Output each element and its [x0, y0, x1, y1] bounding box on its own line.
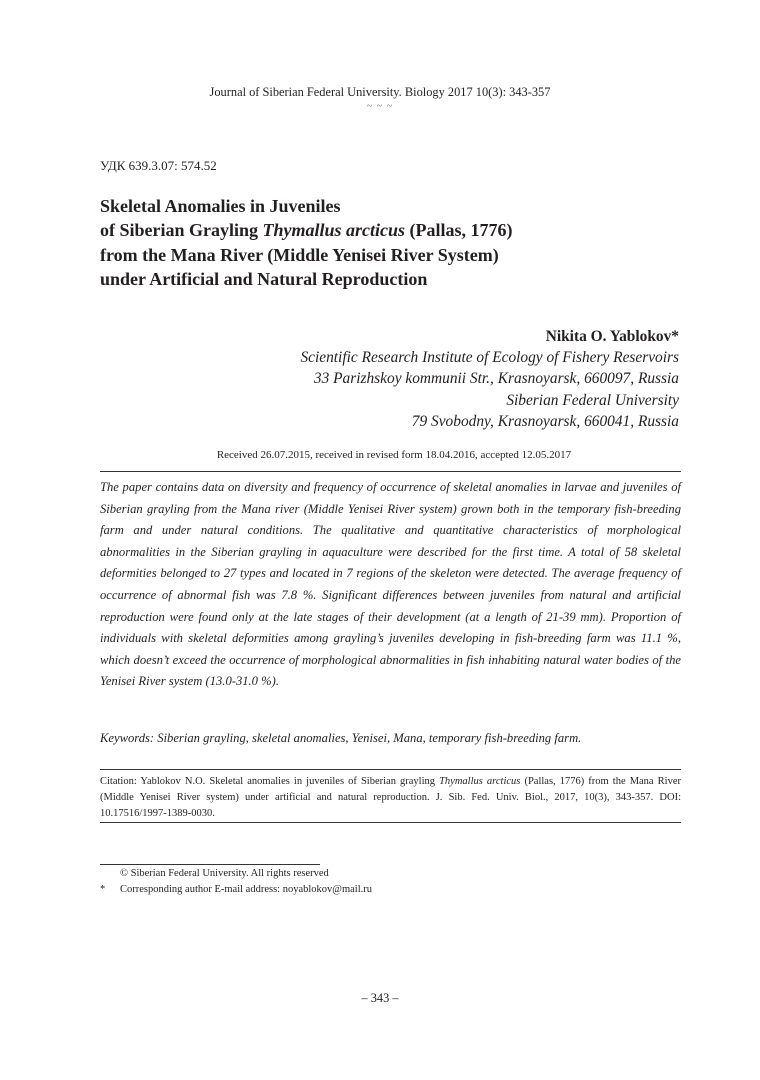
corresponding-footnote: [100, 884, 372, 895]
udk-code: УДК 639.3.07: 574.52: [100, 158, 217, 173]
citation-pre: Citation: Yablokov N.O. Skeletal anomalies in juveniles of Siberian grayling: [100, 776, 440, 787]
copyright-footnote: © Siberian Federal University. All rights reserved: [120, 868, 329, 879]
citation-bottom-rule: [100, 822, 681, 823]
citation-top-rule: [100, 769, 681, 770]
citation-post: (Pallas, 1776) from the Mana River (Middle Yenisei River system) under artificial and natural reproduction. J. Sib. Fed. Univ. Biol., 2017, 10(3), 343-357. DOI: 10.17516/1997-1389-0030.: [100, 776, 681, 819]
affiliation-1: Scientific Research Institute of Ecology of Fishery Reservoirs: [300, 349, 679, 367]
footnote-rule: [100, 864, 320, 865]
header-ornament: ~ ~ ~: [366, 101, 394, 112]
footnote-star: *: [100, 884, 106, 895]
paper-title: [100, 194, 513, 291]
title-line-3: from the Mana River (Middle Yenisei River System): [100, 244, 499, 265]
affiliation-address-2: 79 Svobodny, Krasnoyarsk, 660041, Russia: [411, 412, 679, 430]
title-line-1: Skeletal Anomalies in Juveniles: [100, 196, 341, 216]
abstract-top-rule: [100, 471, 681, 472]
abstract-text: The paper contains data on diversity and frequency of occurrence of skeletal anomalies in larvae and juveniles of Siberian grayling from the Mana river (Middle Yenisei River system) grown both in the temporary fish-breeding farm and under natural conditions. The qualitative and quantitative characteristics of morphological abnormalities in the Siberian grayling in aquaculture were described for the first time. A total of 58 skeletal deformities belonged to 27 types and located in 7 regions of the skeleton were detected. The average frequency of occurrence of abnormal fish was 7.8 %. Significant differences between juveniles from natural and artificial reproduction were found only at the late stages of their development (at a length of 21-39 mm). Proportion of individuals with skeletal deformities among grayling’s juveniles developing in fish-breeding farm was 11.1 %, which doesn’t exceed the occurrence of morphological abnormalities in fish inhabiting natural water bodies of the Yenisei River system (13.0-31.0 %).: [100, 480, 681, 689]
citation-species: Thymallus arcticus: [439, 776, 521, 787]
title-line-4: under Artificial and Natural Reproduction: [100, 268, 428, 289]
author-name: Nikita O. Yablokov*: [545, 328, 679, 345]
species-name: Thymallus arcticus: [262, 220, 406, 241]
corresponding-email: Corresponding author E-mail address: noyablokov@mail.ru: [120, 884, 372, 895]
author-block: [300, 326, 679, 432]
title-line-2: [100, 218, 513, 242]
affiliation-address-1: 33 Parizhskoy kommunii Str., Krasnoyarsk, 660097, Russia: [313, 370, 679, 388]
title-line-2-pre: of Siberian Grayling: [100, 220, 263, 241]
journal-header: Journal of Siberian Federal University. Biology 2017 10(3): 343-357: [209, 85, 551, 99]
received-dates: Received 26.07.2015, received in revised form 18.04.2016, accepted 12.05.2017: [216, 449, 572, 461]
citation: [100, 774, 681, 822]
keywords: Keywords: Siberian grayling, skeletal anomalies, Yenisei, Mana, temporary fish-breeding farm.: [100, 731, 582, 745]
title-line-2-post: (Pallas, 1776): [405, 220, 513, 241]
affiliation-2: Siberian Federal University: [506, 391, 679, 409]
page-number: – 343 –: [361, 991, 399, 1005]
